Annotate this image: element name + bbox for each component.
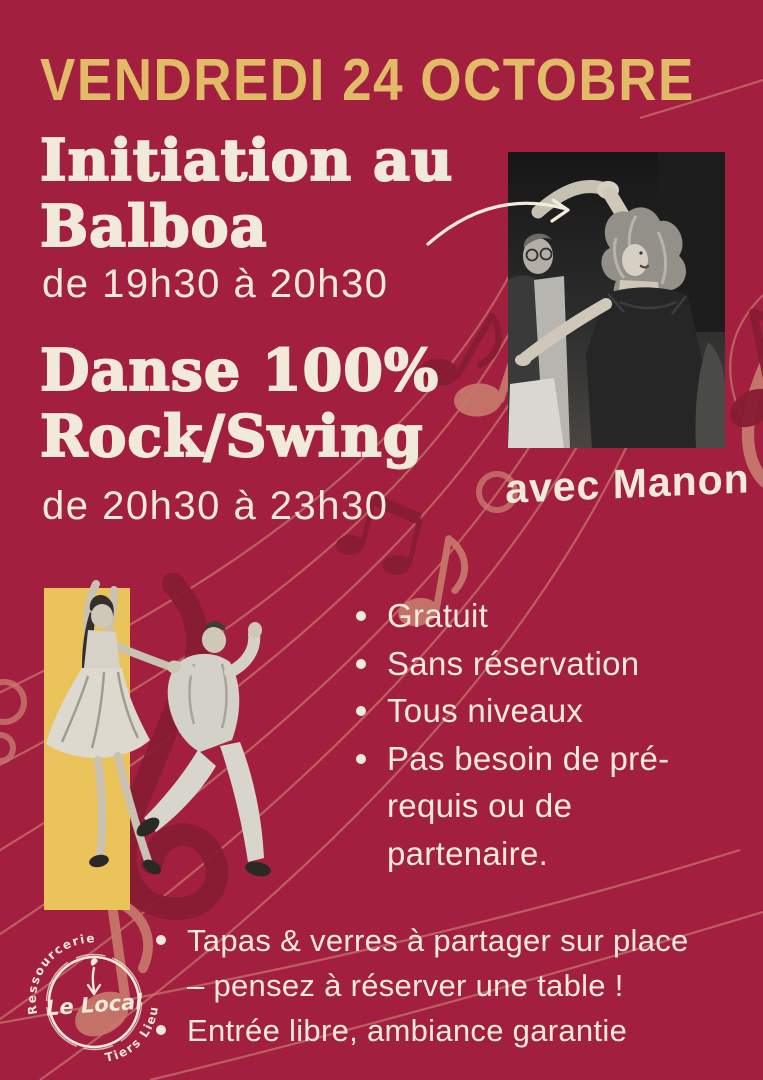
bullet-dot [356,687,387,716]
event-balboa-heading [40,128,453,260]
list-item [156,918,689,1008]
poster-title: VENDREDI 24 OCTOBRE [40,47,695,114]
event-balboa-title-line1: Initiation au [40,127,454,194]
feature-line: requis ou de [387,787,573,824]
list-item [356,735,669,878]
list-item [156,1008,689,1053]
info-line: – pensez à réserver une table ! [187,968,624,1003]
event-rock-swing-time: de 20h30 à 23h30 [42,484,389,528]
info-list [156,918,689,1053]
info-line: Tapas & verres à partager sur place [187,923,689,958]
instructor-caption: avec Manon [505,455,750,513]
feature-line: Pas besoin de pré- [387,739,670,777]
arrow-icon [410,180,590,270]
event-rock-swing-title-line1: Danse 100% [40,337,440,404]
feature-line: Gratuit [387,597,489,634]
event-balboa-time: de 19h30 à 20h30 [42,262,389,306]
bullet-dot [356,640,387,669]
event-rock-swing-heading [40,338,439,470]
event-rock-swing-title-line2: Rock/Swing [40,403,424,470]
bullet-dot [356,592,387,621]
list-item [356,592,669,640]
feature-line: partenaire. [387,834,549,872]
features-list [356,592,669,877]
down-arrow-icon [88,958,100,994]
list-item [356,640,669,688]
photo-vintage-swing-couple [16,574,306,920]
logo-arc-bottom-text: Tiers Lieu [103,1004,162,1065]
swirl-ornament [0,735,13,761]
feature-line: Tous niveaux [387,692,584,729]
bullet-dot [356,735,387,764]
feature-line: Sans réservation [387,644,640,682]
event-balboa-title-line2: Balboa [40,193,268,260]
info-line: Entrée libre, ambiance garantie [187,1013,628,1048]
le-local-logo [20,926,168,1074]
list-item [356,687,669,735]
logo-arc-top-text: Ressourcerie [24,931,97,1016]
logo-name: Le Local [45,989,144,1021]
